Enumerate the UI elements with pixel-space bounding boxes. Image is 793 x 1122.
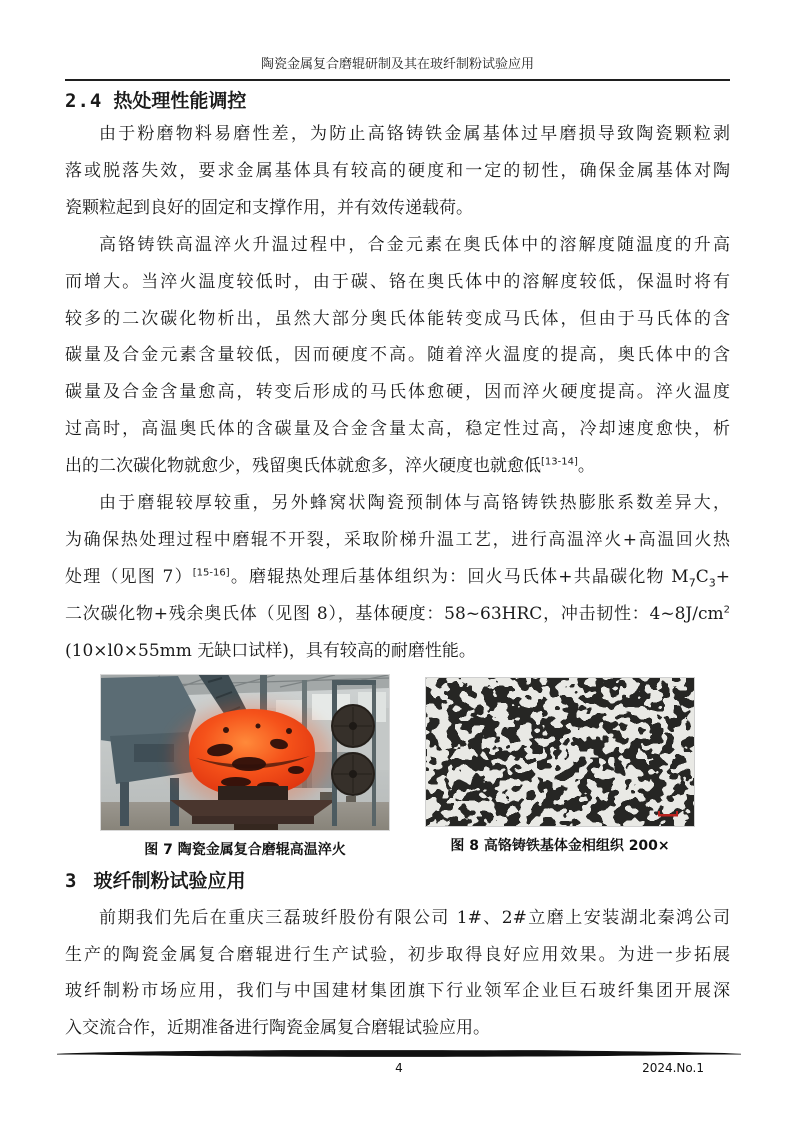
paragraph xyxy=(65,485,730,670)
subscript: 7 xyxy=(688,576,696,590)
text-run: 二次碳化物+残余奥氏体（见图 8），基体硬度：58~63HRC，冲击韧性：4~8J/cm xyxy=(65,603,724,624)
text-line xyxy=(65,448,730,485)
paragraph xyxy=(65,116,730,227)
text-line xyxy=(65,264,730,301)
text-line xyxy=(65,153,730,190)
issue-label: 2024.No.1 xyxy=(642,1061,704,1075)
text-line xyxy=(65,522,730,559)
text-line xyxy=(65,1010,730,1047)
superscript: 2 xyxy=(723,604,730,616)
body-paragraphs-2 xyxy=(65,900,730,1048)
section-heading-3 xyxy=(65,868,730,894)
text-line xyxy=(65,337,730,374)
text-run: 出的二次碳化物就愈少，残留奥氏体就愈多，淬火硬度也就愈低 xyxy=(65,456,541,477)
figure-7 xyxy=(100,674,390,859)
text-run: + xyxy=(715,566,730,587)
text-run: 生产的陶瓷金属复合磨辊进行生产试验，初步取得良好应用效果。为进一步拓展 xyxy=(65,944,730,965)
figure-7-image xyxy=(100,674,390,831)
text-run: C xyxy=(695,566,709,587)
paragraph xyxy=(65,227,730,485)
text-run: 过高时，高温奥氏体的含碳量及合金含量太高，稳定性过高，冷却速度愈快，析 xyxy=(65,419,730,440)
superscript: [13-14] xyxy=(541,456,578,468)
figures-row xyxy=(65,674,730,859)
text-run: 而增大。当淬火温度较低时，由于碳、铬在奥氏体中的溶解度较低，保温时将有 xyxy=(65,271,730,292)
text-line xyxy=(65,937,730,974)
figure-7-caption: 图 7 陶瓷金属复合磨辊高温淬火 xyxy=(144,841,346,858)
micrograph-illustration xyxy=(425,677,695,827)
section-title: 热处理性能调控 xyxy=(113,90,247,112)
page-footer xyxy=(57,1049,741,1076)
footer-row xyxy=(57,1060,741,1076)
superscript: [15-16] xyxy=(192,567,230,579)
text-run: 玻纤制粉市场应用，我们与中国建材集团旗下行业领军企业巨石玻纤集团开展深 xyxy=(65,981,730,1002)
text-run: 为确保热处理过程中磨辊不开裂，采取阶梯升温工艺，进行高温淬火+高温回火热 xyxy=(65,529,730,550)
text-line xyxy=(65,411,730,448)
figure-8-image xyxy=(425,674,695,827)
text-line xyxy=(65,190,730,227)
section-heading-2-4 xyxy=(65,88,730,114)
text-line xyxy=(65,596,730,633)
text-line xyxy=(65,301,730,338)
text-line xyxy=(65,485,730,522)
text-line xyxy=(65,227,730,264)
quenching-photo-illustration xyxy=(100,674,390,831)
subscript: 3 xyxy=(708,576,716,590)
text-run: 由于粉磨物料易磨性差，为防止高铬铸铁金属基体过早磨损导致陶瓷颗粒剥 xyxy=(99,124,730,144)
running-title: 陶瓷金属复合磨辊研制及其在玻纤制粉试验应用 xyxy=(260,57,534,72)
text-run: 由于磨辊较厚较重，另外蜂窝状陶瓷预制体与高铬铸铁热膨胀系数差异大， xyxy=(99,493,730,514)
paragraph xyxy=(65,900,730,1048)
text-run: 入交流合作，近期准备进行陶瓷金属复合磨辊试验应用。 xyxy=(65,1018,490,1039)
text-line xyxy=(65,633,730,670)
body-paragraphs-1 xyxy=(65,116,730,670)
figure-8-caption: 图 8 高铬铸铁基体金相组织 200× xyxy=(450,837,670,854)
text-run: 前期我们先后在重庆三磊玻纤股份有限公司 1#、2#立磨上安装湖北秦鸿公司 xyxy=(99,907,730,928)
text-run: 处理（见图 7） xyxy=(65,566,193,587)
text-run: 。磨辊热处理后基体组织为：回火马氏体+共晶碳化物 M xyxy=(229,566,689,587)
text-run: 碳量及合金含量愈高，转变后形成的马氏体愈硬，因而淬火硬度提高。淬火温度 xyxy=(65,382,730,403)
footer-divider xyxy=(57,1049,741,1058)
text-run: 。 xyxy=(577,456,595,477)
text-run: 落或脱落失效，要求金属基体具有较高的硬度和一定的韧性，确保金属基体对陶 xyxy=(65,160,730,181)
section-number: 3 xyxy=(65,869,78,892)
text-line xyxy=(65,973,730,1010)
text-run: 碳量及合金元素含量较低，因而硬度不高。随着淬火温度的提高，奥氏体中的含 xyxy=(65,345,730,366)
section-number: 2.4 xyxy=(65,90,103,112)
text-run: 较多的二次碳化物析出，虽然大部分奥氏体能转变成马氏体，但由于马氏体的含 xyxy=(65,308,730,329)
text-run: 高铬铸铁高温淬火升温过程中，合金元素在奥氏体中的溶解度随温度的升高 xyxy=(99,234,730,255)
text-run: 瓷颗粒起到良好的固定和支撑作用，并有效传递载荷。 xyxy=(65,197,473,218)
figure-8 xyxy=(425,674,695,855)
text-line xyxy=(65,116,730,153)
text-line xyxy=(65,374,730,411)
header-rule xyxy=(65,79,730,81)
page-number: 4 xyxy=(395,1061,403,1075)
text-line xyxy=(65,559,730,596)
page-header xyxy=(65,57,730,81)
text-line xyxy=(65,900,730,937)
section-title: 玻纤制粉试验应用 xyxy=(93,869,246,892)
text-run: (10×l0×55mm 无缺口试样)，具有较高的耐磨性能。 xyxy=(65,640,476,661)
